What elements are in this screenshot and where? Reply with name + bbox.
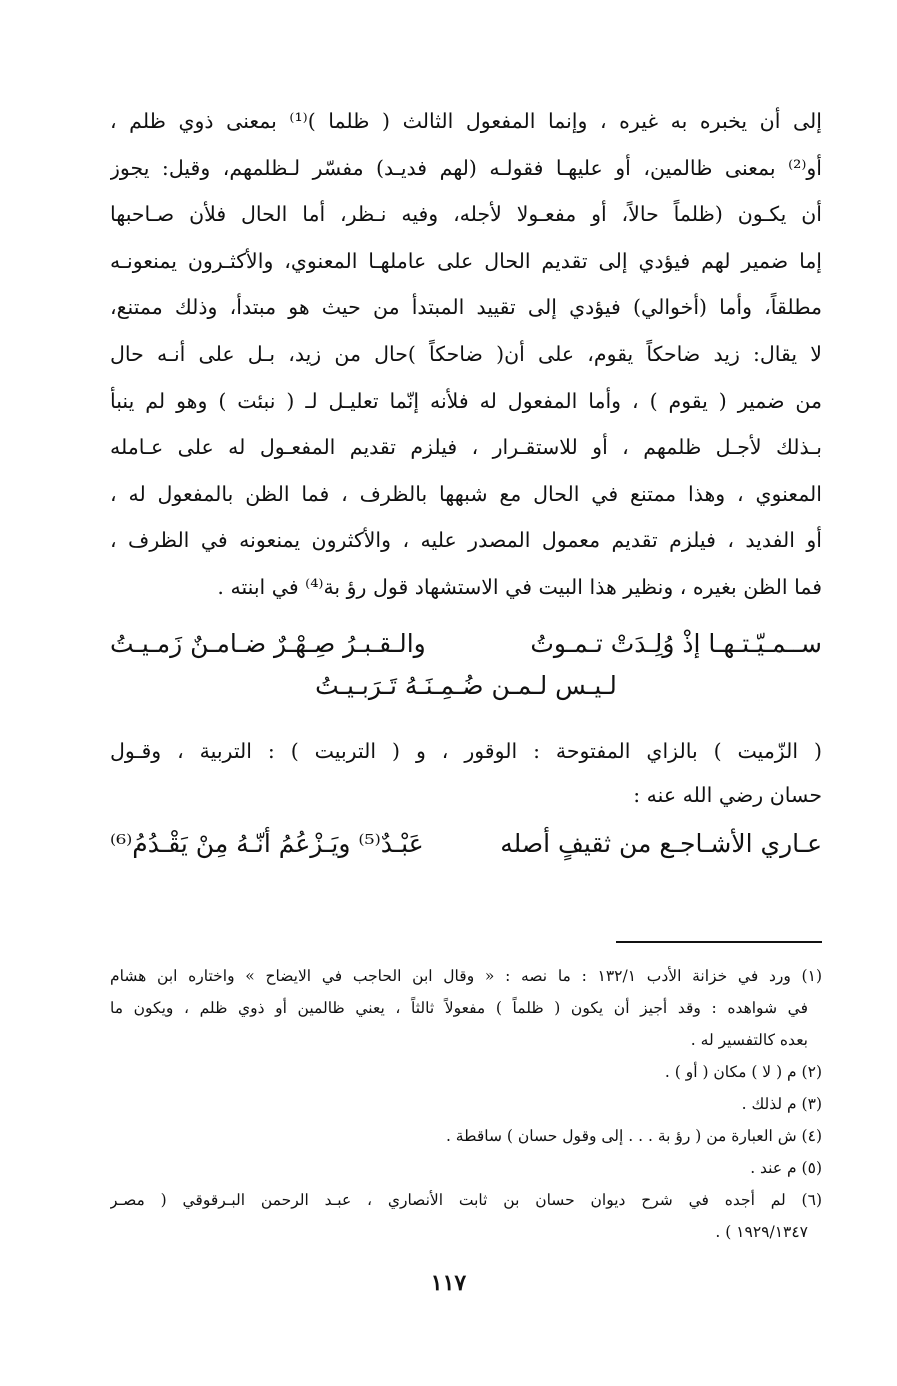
paragraph-line-9: المعنوي ، وهذا ممتنع في الحال مع شبهها بالظرف ، فما الظن بالمفعول له ، xyxy=(110,481,822,506)
paragraph-line-3: أن يكـون (ظلماً حالاً، أو مفعـولا لأجله، وفيه نـظر، أما الحال فلأن صـاحبها xyxy=(110,202,822,227)
explanation-line-1: ( الزّميت ) بالزاي المفتوحة : الوقور ، و ( التربيت ) : التربية ، وقـول xyxy=(110,738,822,763)
footnotes xyxy=(110,960,822,1248)
paragraph-line-8: بـذلك لأجـل ظلمهم ، أو للاستقـرار ، فيلزم تقديم المفعـول له على عـامله xyxy=(110,435,822,460)
explanation-paragraph xyxy=(110,729,822,817)
main-paragraph xyxy=(110,98,822,611)
footnote-1-line-3: بعده كالتفسير له . xyxy=(690,1031,808,1049)
verse-row-1 xyxy=(110,623,822,665)
footnote-6-line-1: (٦) لم أجده في شرح ديوان حسان بن ثابت الأنصاري ، عبـد الرحمن البـرقوقي ( مصـر xyxy=(110,1191,822,1209)
verse2-row xyxy=(110,823,822,865)
verse-row-2 xyxy=(110,665,822,707)
verse2-first-hemistich: عـاري الأشـاجـع من ثقيفٍ أصله xyxy=(500,828,822,858)
page-number: ١١٧ xyxy=(430,1270,467,1296)
paragraph-line-4: إما ضمير لهم فيؤدي إلى تقديم الحال على عاملهـا المعنوي، والأكثـرون يمنعونـه xyxy=(110,248,822,273)
paragraph-line-1: إلى أن يخبره به غيره ، وإنما المفعول الثالث ( ظلما )⁽¹⁾ بمعنى ذوي ظلم ، xyxy=(110,109,822,133)
verse-first-hemistich: ســمـيّـتـهـا إذْ وُلِـدَتْ تـمـوتُ xyxy=(530,628,822,658)
explanation-line-2: حسان رضي الله عنه : xyxy=(633,782,822,807)
footnote-3: (٣) م لذلك . xyxy=(741,1095,822,1113)
poetry-verse-hassan xyxy=(110,823,822,865)
paragraph-line-7: من ضمير ( يقوم ) ، وأما المفعول له فلأنه إنّما تعليـل لـ ( نبئت ) وهو لم ينبأ xyxy=(110,388,822,413)
footnote-1-line-1: (١) ورد في خزانة الأدب ١٣٢/١ : ما نصه : « وقال ابن الحاجب في الايضاح » واختاره ابن هشام xyxy=(110,967,822,985)
footnote-6-line-2: ١٩٢٩/١٣٤٧ ) . xyxy=(715,1223,808,1241)
footnote-separator xyxy=(616,941,822,943)
paragraph-line-2: أو⁽²⁾ بمعنى ظالمين، أو عليهـا فقولـه (لهم فديـد) مفسّر لـظلمهم، وقيل: يجوز xyxy=(110,155,822,180)
paragraph-line-11: فما الظن بغيره ، ونظير هذا البيت في الاستشهاد قول رؤ بة⁽⁴⁾ في ابنته . xyxy=(217,574,822,599)
paragraph-line-5: مطلقاً، وأما (أخوالي) فيؤدي إلى تقييد المبتدأ من حيث هو مبتدأ، وذلك ممتنع، xyxy=(110,295,822,320)
paragraph-line-6: لا يقال: زيد ضاحكاً يقوم، على أن( ضاحكاً )حال من زيد، بـل على أنـه حال xyxy=(110,341,822,366)
footnote-1-line-2: في شواهده : وقد أجيز أن يكون ( ظلماً ) مفعولاً ثالثاً ، يعني ظالمين أو ذوي ظلم ، ويكون ما xyxy=(110,999,808,1017)
footnote-5: (٥) م عند . xyxy=(750,1159,822,1177)
page-body xyxy=(110,98,822,865)
footnote-2: (٢) م ( لا ) مكان ( أو ) . xyxy=(664,1063,822,1081)
verse-second-hemistich: والـقـبـرُ صِـهْـرٌ ضـامـنٌ زَمـيـتُ xyxy=(110,628,426,658)
paragraph-line-10: أو الفديد ، فيلزم تقديم معمول المصدر عليه ، والأكثرون يمنعونه في الظرف ، xyxy=(110,528,822,553)
poetry-verse-ruba xyxy=(110,623,822,707)
verse2-second-hemistich: عَبْـدٌ⁽⁵⁾ ويَـزْعُمُ أنّـهُ مِنْ يَقْـدُمُ⁽⁶⁾ xyxy=(110,828,424,858)
footnote-4: (٤) ش العبارة من ( رؤ بة . . . إلى وقول حسان ) ساقطة . xyxy=(445,1127,822,1145)
verse-third-line: لـيـس لـمـن ضُـمِـنَـهُ تَـرَبـيـتُ xyxy=(315,670,617,700)
